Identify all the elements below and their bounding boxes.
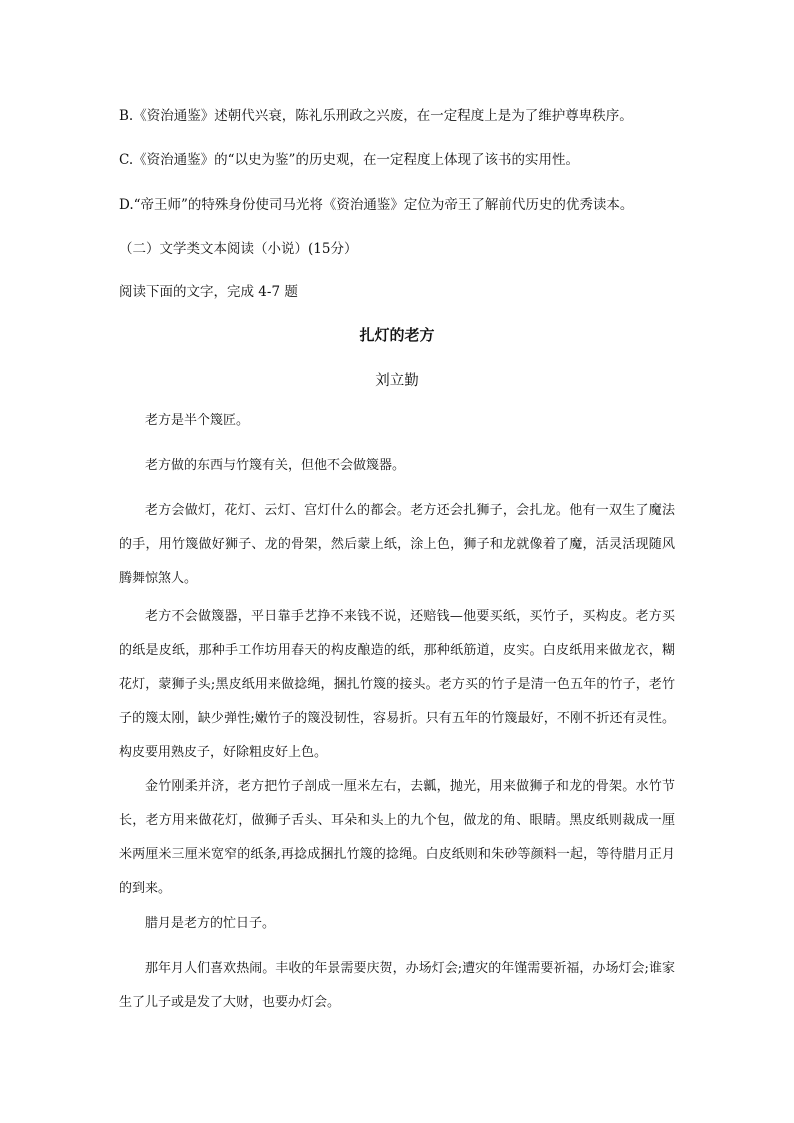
story-paragraph: 腊月是老方的忙日子。	[145, 916, 276, 931]
story-paragraph: 老方不会做篾器，平日靠手艺挣不来钱不说，还赔钱—他要买纸，买竹子，买构皮。老方买的纸是皮纸，那种手工作坊用春天的构皮酿造的纸，那种纸筋道，皮实。白皮纸用来做龙衣，糊花灯，蒙狮子头;黑皮纸用来做捻绳，捆扎竹篾的接头。老方买的竹子是清一色五年的竹子，老竹子的篾太刚，缺少弹性;嫩竹子的篾没韧性，容易折。只有五年的竹篾最好，不刚不折还有灵性。构皮要用熟皮子，好除粗皮好上色。	[119, 609, 675, 760]
story-paragraph: 那年月人们喜欢热闹。丰收的年景需要庆贺，办场灯会;遭灾的年馑需要祈福，办场灯会;谁家生了儿子或是发了大财，也要办灯会。	[119, 961, 675, 1010]
story-paragraph: 老方是半个篾匠。	[145, 413, 250, 428]
option-b: B.《资治通鉴》述朝代兴衰，陈礼乐刑政之兴废，在一定程度上是为了维护尊卑秩序。	[119, 108, 633, 124]
section-heading: （二）文学类文本阅读（小说）(15分）	[119, 241, 358, 257]
option-d: D.“帝王师”的特殊身份使司马光将《资治通鉴》定位为帝王了解前代历史的优秀读本。	[119, 197, 634, 213]
option-c: C.《资治通鉴》的“以史为鉴”的历史观，在一定程度上体现了该书的实用性。	[119, 152, 579, 168]
story-paragraph: 老方做的东西与竹篾有关，但他不会做篾器。	[145, 458, 406, 473]
story-author: 刘立勤	[375, 373, 419, 389]
story-title: 扎灯的老方	[359, 326, 435, 344]
reading-instruction: 阅读下面的文字，完成 4-7 题	[119, 284, 298, 300]
story-paragraph: 老方会做灯，花灯、云灯、宫灯什么的都会。老方还会扎狮子，会扎龙。他有一双生了魔法的手，用竹篾做好狮子、龙的骨架，然后蒙上纸，涂上色，狮子和龙就像着了魔，活灵活现随风腾舞惊煞人。	[119, 503, 675, 586]
story-paragraph: 金竹刚柔并济，老方把竹子剖成一厘米左右，去瓤，抛光，用来做狮子和龙的骨架。水竹节长，老方用来做花灯，做狮子舌头、耳朵和头上的九个包，做龙的角、眼睛。黑皮纸则裁成一厘米两厘米三厘米宽窄的纸条,再捻成捆扎竹篾的捻绳。白皮纸则和朱砂等颜料一起，等待腊月正月的到来。	[119, 779, 675, 896]
